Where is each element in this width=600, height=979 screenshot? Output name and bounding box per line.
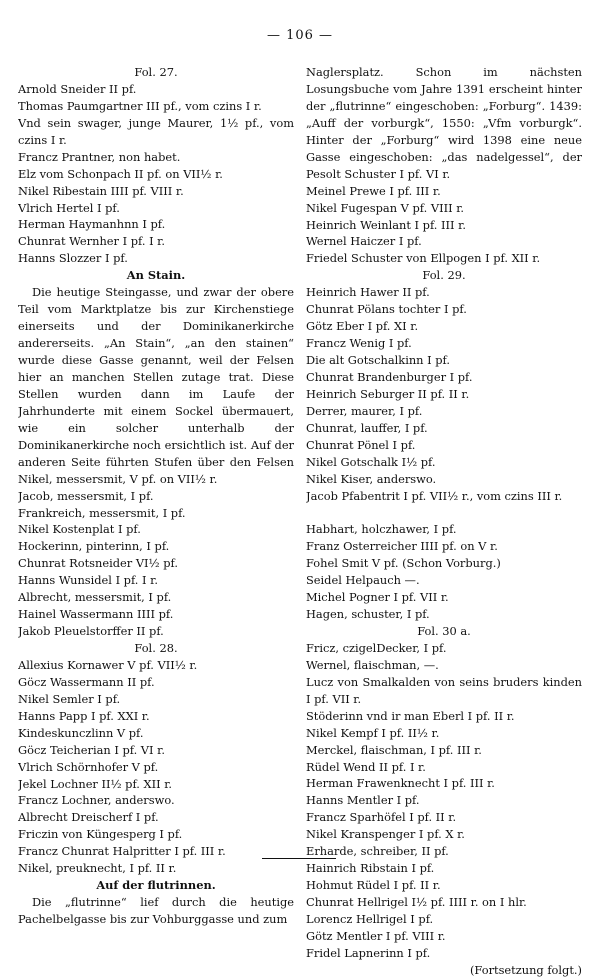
folio-heading-29: Fol. 29.: [422, 268, 466, 283]
register-entry: Nikel Semler I pf.: [18, 691, 121, 706]
flutrinnen-paragraph-continued: Naglersplatz. Schon im nächsten Losungsbuche vom Jahre 1391 erscheint hinter der „flutrinne“ eingeschoben: „Forburg“. 1439: „Auff der vorburgk“, 1550: „Vfm vorburgk“. Hinter der „Forburg“ wird 1398 eine neue Gasse eingeschoben: „das nadelgessel“, der: [306, 65, 582, 164]
register-entry: Jekel Lochner II½ pf. XII r.: [18, 776, 173, 791]
register-entry: Derrer, maurer, I pf.: [306, 403, 423, 418]
register-entry: Göcz Wassermann II pf.: [18, 674, 155, 689]
register-entry: Lucz von Smalkalden von seins bruders kinden I pf. VII r.: [306, 674, 582, 706]
section-heading-an-stain: An Stain.: [126, 268, 186, 283]
register-entry: Nikel, preuknecht, I pf. II r.: [18, 861, 177, 876]
register-entry: Herman Haymanhnn I pf.: [18, 217, 166, 232]
flutrinnen-paragraph-start: Die „flutrinne“ lief durch die heutige Pachelbelgasse bis zur Vohburggasse und zum: [18, 895, 294, 927]
register-entry: Albrecht, messersmit, I pf.: [18, 590, 172, 605]
register-entry: Wernel, flaischman, —.: [306, 657, 439, 672]
bottom-rule: [262, 858, 336, 859]
register-entry: Michel Pogner I pf. VII r.: [306, 590, 449, 605]
register-entry: Hockerinn, pinterinn, I pf.: [18, 539, 170, 554]
register-entry: Chunrat Brandenburger I pf.: [306, 369, 473, 384]
left-column: [18, 64, 294, 928]
register-entry: Fricz, czigelDecker, I pf.: [306, 640, 447, 655]
register-entry: Heinrich Hawer II pf.: [306, 285, 430, 300]
register-entry: Francz Sparhöfel I pf. II r.: [306, 810, 457, 825]
register-entry: Hainrich Ribstain I pf.: [306, 861, 435, 876]
register-entry: Franz Osterreicher IIII pf. on V r.: [306, 539, 498, 554]
register-entry: Erharde, schreiber, II pf.: [306, 844, 449, 859]
section-heading-flutrinnen: Auf der flutrinnen.: [96, 878, 216, 893]
register-entry: Allexius Kornawer V pf. VII½ r.: [18, 657, 198, 672]
register-entry: Jacob Pfabentrit I pf. VII½ r., vom czins III r.: [306, 488, 563, 503]
register-entry: Elz vom Schonpach II pf. on VII½ r.: [18, 166, 223, 181]
register-entry: Hanns Mentler I pf.: [306, 793, 420, 808]
register-entry: Friczin von Küngesperg I pf.: [18, 827, 183, 842]
an-stain-paragraph: Die heutige Steingasse, und zwar der obere Teil vom Marktplatze bis zur Kirchenstiege einerseits und der Dominikanerkirche andererseits. „An Stain“, „an den stainen“ wurde diese Gasse genannt, weil der Felsen hier an manchen Stellen zutage trat. Diese Stellen wurden dann im Laufe der Jahrhunderte mit einem Sockel übermauert, wie ein solcher unterhalb der Dominikanerkirche noch ersichtlich ist. Auf der anderen Seite führten Stufen über den Felsen: [18, 285, 294, 469]
register-entry: Jacob, messersmit, I pf.: [18, 488, 154, 503]
register-entry: Stöderinn vnd ir man Eberl I pf. II r.: [306, 708, 515, 723]
register-entry: Heinrich Weinlant I pf. III r.: [306, 217, 466, 232]
register-entry: Chunrat Pönel I pf.: [306, 437, 416, 452]
continuation-note: (Fortsetzung folgt.): [469, 962, 582, 977]
register-entry: Nikel Kostenplat I pf.: [18, 522, 141, 537]
register-entry: Jakob Pleuelstorffer II pf.: [18, 624, 164, 639]
register-entry: Albrecht Dreischerf I pf.: [18, 810, 159, 825]
register-entry: Chunrat Pölans tochter I pf.: [306, 302, 467, 317]
register-entry: Hainel Wassermann IIII pf.: [18, 607, 174, 622]
register-entry: Hanns Papp I pf. XXI r.: [18, 708, 150, 723]
register-entry: Nikel Kempf I pf. II½ r.: [306, 725, 440, 740]
register-entry: Pesolt Schuster I pf. VI r.: [306, 166, 451, 181]
register-entry: Francz Prantner, non habet.: [18, 149, 181, 164]
register-entry: Fohel Smit V pf. (Schon Vorburg.): [306, 556, 501, 571]
register-entry: Göcz Teicherian I pf. VI r.: [18, 742, 165, 757]
register-entry: Wernel Haiczer I pf.: [306, 234, 422, 249]
register-entry: Götz Mentler I pf. VIII r.: [306, 928, 446, 943]
register-entry: Nikel Fugespan V pf. VIII r.: [306, 200, 465, 215]
register-entry: Rüdel Wend II pf. I r.: [306, 759, 426, 774]
register-entry: Götz Eber I pf. XI r.: [306, 319, 419, 334]
register-entry: Nikel Kiser, anderswo.: [306, 471, 437, 486]
register-entry: Hanns Slozzer I pf.: [18, 251, 128, 266]
register-entry: Chunrat Rotsneider VI½ pf.: [18, 556, 178, 571]
register-entry: Nikel, messersmit, V pf. on VII½ r.: [18, 471, 218, 486]
folio-heading-27: Fol. 27.: [134, 65, 178, 79]
register-entry: Hagen, schuster, I pf.: [306, 607, 430, 622]
register-entry: Vlrich Schörnhofer V pf.: [18, 759, 159, 774]
folio-heading-28: Fol. 28.: [134, 641, 178, 656]
register-entry: Francz Lochner, anderswo.: [18, 793, 175, 808]
register-entry: Hohmut Rüdel I pf. II r.: [306, 878, 441, 893]
page-number: — 106 —: [266, 28, 334, 43]
register-entry: Chunrat, lauffer, I pf.: [306, 420, 428, 435]
register-entry: Habhart, holczhawer, I pf.: [306, 522, 457, 537]
right-column: [306, 64, 582, 979]
register-entry: Kindeskunczlinn V pf.: [18, 725, 144, 740]
register-entry: Frankreich, messersmit, I pf.: [18, 505, 186, 520]
register-entry: Francz Wenig I pf.: [306, 336, 412, 351]
register-entry: Seidel Helpauch —.: [306, 573, 420, 588]
register-entry: Chunrat Wernher I pf. I r.: [18, 234, 165, 249]
register-entry: Nikel Gotschalk I½ pf.: [306, 454, 436, 469]
register-entry: Meinel Prewe I pf. III r.: [306, 183, 441, 198]
register-entry: Herman Frawenknecht I pf. III r.: [306, 776, 495, 791]
register-entry: Hanns Wunsidel I pf. I r.: [18, 573, 158, 588]
register-entry: Chunrat Hellrigel I½ pf. IIII r. on I hlr.: [306, 895, 527, 910]
register-entry: Vnd sein swager, junge Maurer, 1½ pf., vom czins I r.: [18, 115, 294, 147]
register-entry: Vlrich Hertel I pf.: [18, 200, 120, 215]
register-entry: Thomas Paumgartner III pf., vom czins I r.: [18, 98, 262, 113]
register-entry: Fridel Lapnerinn I pf.: [306, 945, 431, 960]
register-entry: Friedel Schuster von Ellpogen I pf. XII r.: [306, 251, 541, 266]
register-entry: Nikel Kranspenger I pf. X r.: [306, 827, 465, 842]
register-entry: Nikel Ribestain IIII pf. VIII r.: [18, 183, 184, 198]
register-entry: Die alt Gotschalkinn I pf.: [306, 353, 450, 367]
register-entry: Lorencz Hellrigel I pf.: [306, 911, 434, 926]
register-entry: Heinrich Seburger II pf. II r.: [306, 386, 470, 401]
register-entry: Arnold Sneider II pf.: [18, 81, 137, 96]
register-entry: Francz Chunrat Halpritter I pf. III r.: [18, 844, 226, 859]
folio-heading-30a: Fol. 30 a.: [417, 624, 471, 639]
register-entry: Merckel, flaischman, I pf. III r.: [306, 742, 482, 757]
